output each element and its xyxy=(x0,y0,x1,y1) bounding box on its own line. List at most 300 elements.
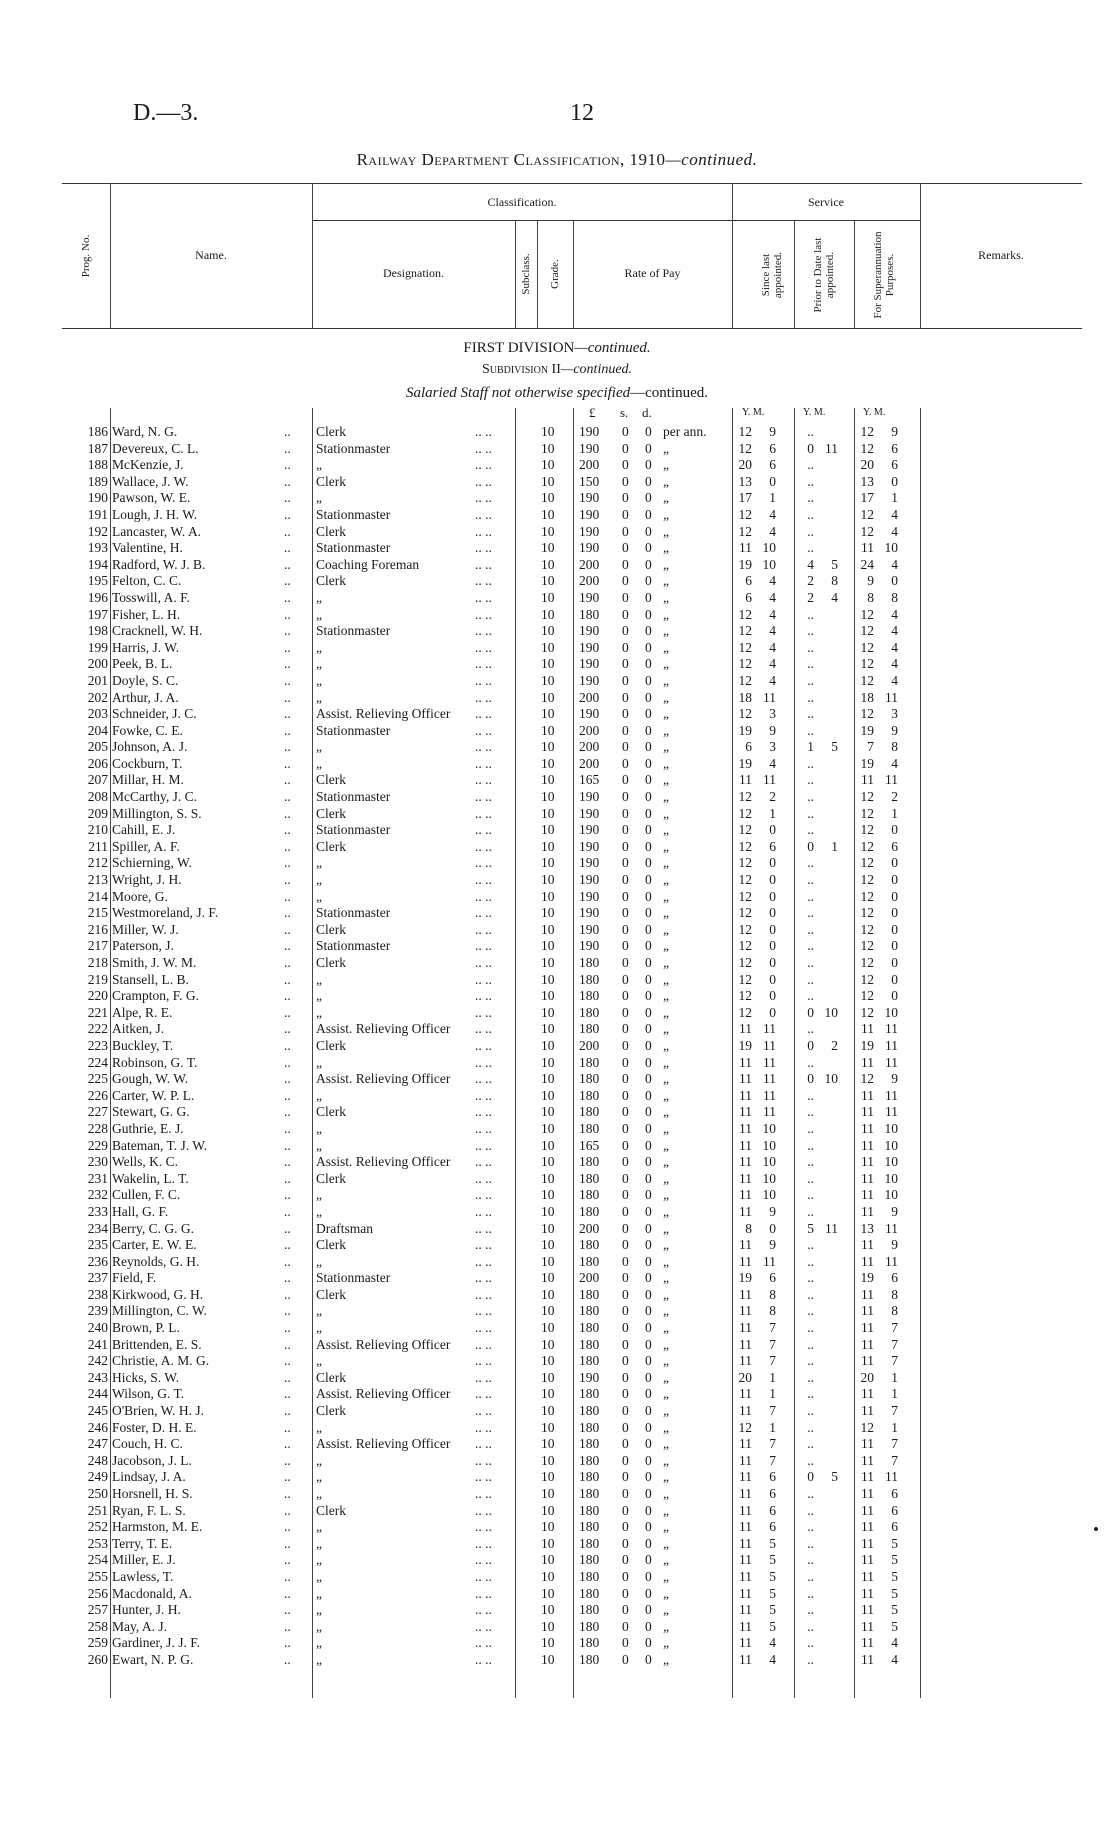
cell-designation: „ xyxy=(316,1602,322,1618)
cell-pay-period: „ xyxy=(663,872,669,888)
leader-dots: .. .. xyxy=(475,1618,492,1634)
cell-since-months: 11 xyxy=(763,1021,776,1037)
cell-pay-pence: 0 xyxy=(645,1452,652,1468)
cell-prog-no: 205 xyxy=(87,739,108,755)
cell-pay-pounds: 180 xyxy=(579,1353,600,1369)
cell-name: Kirkwood, G. H. xyxy=(112,1286,204,1302)
cell-grade: 10 xyxy=(541,755,555,771)
leader-dots: .. .. xyxy=(475,888,492,904)
cell-prior-years: .. xyxy=(807,1336,814,1352)
cell-prog-no: 241 xyxy=(87,1336,108,1352)
cell-super-months: 1 xyxy=(891,1419,898,1435)
leader-dots: .. .. xyxy=(475,424,492,439)
cell-super-months: 4 xyxy=(891,556,898,572)
cell-prog-no: 255 xyxy=(87,1568,108,1584)
header-for-super: For Superannuation Purposes. xyxy=(872,231,896,319)
cell-pay-shillings: 0 xyxy=(622,457,629,473)
cell-prog-no: 189 xyxy=(87,473,108,489)
cell-pay-pounds: 190 xyxy=(579,672,600,688)
cell-grade: 10 xyxy=(541,888,555,904)
cell-name: Foster, D. H. E. xyxy=(112,1419,197,1435)
cell-since-months: 6 xyxy=(769,457,776,473)
cell-prior-years: .. xyxy=(807,955,814,970)
cell-prog-no: 202 xyxy=(87,689,108,705)
cell-grade: 10 xyxy=(541,1087,555,1103)
cell-pay-shillings: 0 xyxy=(622,955,629,970)
cell-pay-pence: 0 xyxy=(645,988,652,1004)
cell-pay-period: „ xyxy=(663,1585,669,1601)
division-heading xyxy=(0,340,1114,357)
leader-dots: .. .. xyxy=(475,872,492,888)
header-designation: Designation. xyxy=(383,266,444,280)
cell-designation: Clerk xyxy=(316,921,346,937)
cell-since-months: 7 xyxy=(769,1336,776,1352)
table-row xyxy=(0,1320,1114,1337)
cell-prior-months: 10 xyxy=(824,1071,838,1087)
leader-dots: .. .. xyxy=(475,473,492,489)
leader-dots: .. xyxy=(284,838,291,854)
cell-pay-shillings: 0 xyxy=(622,1585,629,1601)
cell-pay-shillings: 0 xyxy=(622,1220,629,1236)
cell-grade: 10 xyxy=(541,1535,555,1551)
cell-super-months: 7 xyxy=(891,1320,898,1336)
cell-prog-no: 230 xyxy=(87,1154,108,1170)
cell-since-years: 11 xyxy=(739,1502,752,1518)
cell-prior-years: .. xyxy=(807,1618,814,1634)
cell-prog-no: 217 xyxy=(87,938,108,954)
cell-super-months: 7 xyxy=(891,1452,898,1468)
cell-since-years: 12 xyxy=(738,672,752,688)
cell-pay-period: „ xyxy=(663,490,669,506)
staff-tail: —continued. xyxy=(630,385,709,401)
cell-pay-period: „ xyxy=(663,440,669,456)
cell-prior-years: 0 xyxy=(807,440,814,456)
leader-dots: .. xyxy=(284,1568,291,1584)
cell-pay-shillings: 0 xyxy=(622,1618,629,1634)
table-row xyxy=(0,1187,1114,1204)
cell-pay-shillings: 0 xyxy=(622,1386,629,1402)
cell-pay-pence: 0 xyxy=(645,1535,652,1551)
cell-pay-period: „ xyxy=(663,506,669,522)
cell-since-months: 10 xyxy=(762,556,776,572)
cell-grade: 10 xyxy=(541,1054,555,1070)
header-since-last: Since last appointed. xyxy=(760,251,784,299)
leader-dots: .. xyxy=(284,1386,291,1402)
cell-since-years: 19 xyxy=(738,1270,752,1286)
cell-name: Harmston, M. E. xyxy=(112,1519,203,1535)
cell-super-months: 1 xyxy=(891,490,898,506)
cell-pay-pence: 0 xyxy=(645,855,652,871)
cell-grade: 10 xyxy=(541,1021,555,1037)
cell-grade: 10 xyxy=(541,772,555,788)
cell-pay-shillings: 0 xyxy=(622,556,629,572)
cell-since-months: 4 xyxy=(769,523,776,539)
cell-grade: 10 xyxy=(541,789,555,805)
cell-name: Pawson, W. E. xyxy=(112,490,191,506)
leader-dots: .. .. xyxy=(475,739,492,755)
cell-grade: 10 xyxy=(541,1320,555,1336)
cell-prog-no: 233 xyxy=(87,1203,108,1219)
cell-grade: 10 xyxy=(541,1353,555,1369)
cell-since-months: 6 xyxy=(769,1502,776,1518)
cell-pay-shillings: 0 xyxy=(622,1336,629,1352)
cell-pay-pounds: 190 xyxy=(579,540,600,556)
cell-super-months: 7 xyxy=(891,1336,898,1352)
cell-pay-pounds: 180 xyxy=(579,1651,600,1667)
header-service: Service xyxy=(808,195,844,209)
cell-name: Brittenden, E. S. xyxy=(112,1336,202,1352)
cell-pay-pounds: 180 xyxy=(579,1071,600,1087)
cell-prog-no: 256 xyxy=(87,1585,108,1601)
cell-since-years: 11 xyxy=(739,1336,752,1352)
cell-pay-pounds: 180 xyxy=(579,1502,600,1518)
cell-grade: 10 xyxy=(541,1585,555,1601)
cell-pay-pounds: 180 xyxy=(579,1187,600,1203)
cell-designation: Clerk xyxy=(316,523,346,539)
cell-prog-no: 258 xyxy=(87,1618,108,1634)
cell-super-years: 9 xyxy=(867,573,874,589)
cell-super-years: 11 xyxy=(861,1436,874,1452)
cell-super-years: 11 xyxy=(861,1087,874,1103)
cell-pay-pence: 0 xyxy=(645,1270,652,1286)
cell-super-years: 12 xyxy=(860,938,874,954)
cell-pay-shillings: 0 xyxy=(622,473,629,489)
cell-pay-pence: 0 xyxy=(645,1220,652,1236)
cell-pay-shillings: 0 xyxy=(622,1635,629,1651)
table-row xyxy=(0,441,1114,458)
cell-prior-years: .. xyxy=(807,1087,814,1103)
cell-since-months: 0 xyxy=(769,905,776,921)
cell-pay-period: „ xyxy=(663,1469,669,1485)
cell-pay-shillings: 0 xyxy=(622,1154,629,1170)
cell-grade: 10 xyxy=(541,921,555,937)
cell-pay-pounds: 180 xyxy=(579,1303,600,1319)
cell-super-years: 12 xyxy=(860,988,874,1004)
cell-super-months: 11 xyxy=(885,1021,898,1037)
cell-pay-pounds: 190 xyxy=(579,921,600,937)
table-row xyxy=(0,1254,1114,1271)
leader-dots: .. xyxy=(284,490,291,506)
cell-pay-pounds: 180 xyxy=(579,1635,600,1651)
cell-super-months: 10 xyxy=(884,1154,898,1170)
cell-prog-no: 220 xyxy=(87,988,108,1004)
title-tail: —continued. xyxy=(665,150,758,169)
cell-grade: 10 xyxy=(541,523,555,539)
cell-grade: 10 xyxy=(541,1004,555,1020)
table-row xyxy=(0,1221,1114,1238)
cell-since-months: 0 xyxy=(769,1220,776,1236)
leader-dots: .. xyxy=(284,888,291,904)
cell-pay-pounds: 180 xyxy=(579,1552,600,1568)
cell-prior-months: 11 xyxy=(825,1220,838,1236)
cell-pay-pence: 0 xyxy=(645,1419,652,1435)
cell-pay-pence: 0 xyxy=(645,490,652,506)
cell-pay-pounds: 190 xyxy=(579,789,600,805)
cell-since-years: 12 xyxy=(738,606,752,622)
cell-designation: „ xyxy=(316,855,322,871)
cell-since-years: 11 xyxy=(739,1585,752,1601)
cell-super-months: 4 xyxy=(891,606,898,622)
leader-dots: .. xyxy=(284,606,291,622)
table-row xyxy=(0,1386,1114,1403)
cell-grade: 10 xyxy=(541,1403,555,1419)
cell-pay-pounds: 180 xyxy=(579,1469,600,1485)
cell-prior-years: .. xyxy=(807,1286,814,1302)
cell-pay-pence: 0 xyxy=(645,1021,652,1037)
table-row xyxy=(0,822,1114,839)
table-row xyxy=(0,723,1114,740)
cell-prior-years: 1 xyxy=(807,739,814,755)
cell-prog-no: 228 xyxy=(87,1120,108,1136)
cell-name: Schneider, J. C. xyxy=(112,706,197,722)
leader-dots: .. xyxy=(284,672,291,688)
unit-pence: d. xyxy=(642,405,652,420)
cell-super-months: 0 xyxy=(891,888,898,904)
cell-designation: Clerk xyxy=(316,1369,346,1385)
cell-grade: 10 xyxy=(541,606,555,622)
cell-super-months: 10 xyxy=(884,1120,898,1136)
cell-name: Buckley, T. xyxy=(112,1037,174,1053)
cell-since-years: 11 xyxy=(739,540,752,556)
header-grade: Grade. xyxy=(549,259,561,289)
cell-pay-pounds: 190 xyxy=(579,639,600,655)
cell-pay-shillings: 0 xyxy=(622,1552,629,1568)
cell-pay-period: „ xyxy=(663,1270,669,1286)
table-row xyxy=(0,739,1114,756)
cell-prog-no: 249 xyxy=(87,1469,108,1485)
leader-dots: .. .. xyxy=(475,805,492,821)
cell-super-months: 4 xyxy=(891,1651,898,1667)
cell-since-years: 12 xyxy=(738,921,752,937)
cell-since-months: 0 xyxy=(769,872,776,888)
cell-prog-no: 248 xyxy=(87,1452,108,1468)
cell-designation: Stationmaster xyxy=(316,1270,391,1286)
cell-prior-years: .. xyxy=(807,805,814,821)
cell-super-months: 5 xyxy=(891,1602,898,1618)
cell-prog-no: 195 xyxy=(87,573,108,589)
table-row xyxy=(0,424,1114,441)
cell-pay-period: „ xyxy=(663,1220,669,1236)
cell-since-months: 4 xyxy=(769,1635,776,1651)
table-row xyxy=(0,1337,1114,1354)
cell-prior-months: 5 xyxy=(831,556,838,572)
cell-name: Schierning, W. xyxy=(112,855,192,871)
cell-since-months: 4 xyxy=(769,656,776,672)
leader-dots: .. xyxy=(284,1618,291,1634)
cell-pay-shillings: 0 xyxy=(622,440,629,456)
header-classification: Classification. xyxy=(487,195,557,209)
cell-since-months: 1 xyxy=(769,1369,776,1385)
leader-dots: .. xyxy=(284,805,291,821)
cell-designation: „ xyxy=(316,490,322,506)
cell-designation: Draftsman xyxy=(316,1220,373,1236)
cell-prior-years: .. xyxy=(807,1369,814,1385)
cell-pay-period: per ann. xyxy=(663,424,707,439)
table-row xyxy=(0,1287,1114,1304)
cell-pay-pence: 0 xyxy=(645,506,652,522)
cell-pay-shillings: 0 xyxy=(622,1087,629,1103)
cell-pay-period: „ xyxy=(663,822,669,838)
cell-super-years: 11 xyxy=(861,1635,874,1651)
leader-dots: .. .. xyxy=(475,1320,492,1336)
cell-super-months: 3 xyxy=(891,706,898,722)
cell-designation: Stationmaster xyxy=(316,789,391,805)
cell-pay-pounds: 180 xyxy=(579,971,600,987)
cell-pay-shillings: 0 xyxy=(622,656,629,672)
cell-pay-shillings: 0 xyxy=(622,755,629,771)
cell-super-years: 11 xyxy=(861,1120,874,1136)
cell-pay-shillings: 0 xyxy=(622,540,629,556)
cell-since-years: 11 xyxy=(739,1137,752,1153)
cell-since-years: 11 xyxy=(739,1386,752,1402)
cell-super-months: 8 xyxy=(891,589,898,605)
cell-pay-shillings: 0 xyxy=(622,1203,629,1219)
cell-since-years: 12 xyxy=(738,855,752,871)
cell-prog-no: 216 xyxy=(87,921,108,937)
cell-pay-shillings: 0 xyxy=(622,1071,629,1087)
cell-pay-pounds: 165 xyxy=(579,772,600,788)
cell-designation: „ xyxy=(316,656,322,672)
leader-dots: .. xyxy=(284,772,291,788)
cell-name: Ryan, F. L. S. xyxy=(112,1502,186,1518)
cell-prior-years: .. xyxy=(807,1635,814,1651)
cell-designation: „ xyxy=(316,739,322,755)
cell-grade: 10 xyxy=(541,457,555,473)
cell-since-years: 12 xyxy=(738,905,752,921)
cell-super-years: 12 xyxy=(860,440,874,456)
cell-prior-years: .. xyxy=(807,1054,814,1070)
leader-dots: .. .. xyxy=(475,540,492,556)
cell-prior-years: .. xyxy=(807,424,814,439)
table-row xyxy=(0,1436,1114,1453)
cell-grade: 10 xyxy=(541,490,555,506)
leader-dots: .. xyxy=(284,1452,291,1468)
leader-dots: .. xyxy=(284,872,291,888)
leader-dots: .. xyxy=(284,1037,291,1053)
cell-super-years: 13 xyxy=(860,1220,874,1236)
cell-pay-pence: 0 xyxy=(645,1585,652,1601)
table-row xyxy=(0,573,1114,590)
cell-super-years: 12 xyxy=(860,838,874,854)
cell-name: Alpe, R. E. xyxy=(112,1004,173,1020)
cell-pay-period: „ xyxy=(663,639,669,655)
cell-since-years: 11 xyxy=(739,1104,752,1120)
cell-name: Lawless, T. xyxy=(112,1568,174,1584)
cell-pay-pounds: 190 xyxy=(579,656,600,672)
cell-name: Carter, W. P. L. xyxy=(112,1087,195,1103)
cell-pay-pence: 0 xyxy=(645,872,652,888)
cell-prior-years: .. xyxy=(807,1436,814,1452)
cell-since-years: 11 xyxy=(739,1286,752,1302)
cell-super-years: 12 xyxy=(860,905,874,921)
cell-prog-no: 237 xyxy=(87,1270,108,1286)
leader-dots: .. .. xyxy=(475,1602,492,1618)
leader-dots: .. xyxy=(284,589,291,605)
cell-pay-pence: 0 xyxy=(645,955,652,970)
leader-dots: .. xyxy=(284,1320,291,1336)
cell-since-months: 4 xyxy=(769,639,776,655)
cell-super-years: 12 xyxy=(860,921,874,937)
cell-name: McKenzie, J. xyxy=(112,457,184,473)
cell-pay-pence: 0 xyxy=(645,1004,652,1020)
cell-pay-pence: 0 xyxy=(645,1320,652,1336)
cell-prog-no: 235 xyxy=(87,1237,108,1253)
cell-super-months: 11 xyxy=(885,772,898,788)
leader-dots: .. .. xyxy=(475,921,492,937)
cell-since-months: 0 xyxy=(769,971,776,987)
table-row xyxy=(0,1519,1114,1536)
cell-pay-shillings: 0 xyxy=(622,872,629,888)
cell-designation: Clerk xyxy=(316,573,346,589)
cell-super-months: 11 xyxy=(885,1104,898,1120)
table-row xyxy=(0,972,1114,989)
cell-since-years: 11 xyxy=(739,1154,752,1170)
cell-pay-shillings: 0 xyxy=(622,1353,629,1369)
leader-dots: .. xyxy=(284,440,291,456)
cell-since-months: 7 xyxy=(769,1320,776,1336)
cell-pay-pounds: 180 xyxy=(579,1004,600,1020)
cell-since-years: 12 xyxy=(738,888,752,904)
leader-dots: .. xyxy=(284,1419,291,1435)
leader-dots: .. .. xyxy=(475,490,492,506)
cell-pay-shillings: 0 xyxy=(622,1303,629,1319)
cell-designation: Clerk xyxy=(316,805,346,821)
leader-dots: .. xyxy=(284,1469,291,1485)
cell-super-months: 0 xyxy=(891,971,898,987)
cell-pay-pence: 0 xyxy=(645,1386,652,1402)
cell-super-years: 12 xyxy=(860,888,874,904)
cell-pay-period: „ xyxy=(663,589,669,605)
cell-super-years: 11 xyxy=(861,1286,874,1302)
cell-super-months: 5 xyxy=(891,1552,898,1568)
cell-pay-period: „ xyxy=(663,1154,669,1170)
subdivision-tail: —continued. xyxy=(560,362,633,377)
cell-super-years: 19 xyxy=(860,722,874,738)
cell-pay-pounds: 200 xyxy=(579,556,600,572)
page-title xyxy=(0,150,1114,170)
cell-pay-shillings: 0 xyxy=(622,1568,629,1584)
cell-grade: 10 xyxy=(541,1253,555,1269)
cell-prog-no: 198 xyxy=(87,623,108,639)
cell-prior-years: .. xyxy=(807,1170,814,1186)
cell-pay-period: „ xyxy=(663,1170,669,1186)
cell-since-months: 9 xyxy=(769,722,776,738)
cell-pay-pence: 0 xyxy=(645,1253,652,1269)
cell-designation: Assist. Relieving Officer xyxy=(316,1386,451,1402)
cell-super-years: 12 xyxy=(860,1071,874,1087)
leader-dots: .. xyxy=(284,1270,291,1286)
table-row xyxy=(0,1586,1114,1603)
cell-prog-no: 246 xyxy=(87,1419,108,1435)
cell-super-years: 18 xyxy=(860,689,874,705)
cell-designation: Clerk xyxy=(316,955,346,970)
cell-pay-pounds: 200 xyxy=(579,1270,600,1286)
cell-prior-years: .. xyxy=(807,1237,814,1253)
cell-pay-pence: 0 xyxy=(645,656,652,672)
leader-dots: .. xyxy=(284,457,291,473)
cell-super-months: 5 xyxy=(891,1585,898,1601)
cell-pay-period: „ xyxy=(663,955,669,970)
cell-super-months: 4 xyxy=(891,639,898,655)
cell-super-years: 11 xyxy=(861,1021,874,1037)
leader-dots: .. .. xyxy=(475,1170,492,1186)
table-row xyxy=(0,673,1114,690)
cell-prog-no: 190 xyxy=(87,490,108,506)
cell-since-months: 11 xyxy=(763,1037,776,1053)
cell-prog-no: 203 xyxy=(87,706,108,722)
leader-dots: .. .. xyxy=(475,755,492,771)
cell-since-years: 11 xyxy=(739,1021,752,1037)
